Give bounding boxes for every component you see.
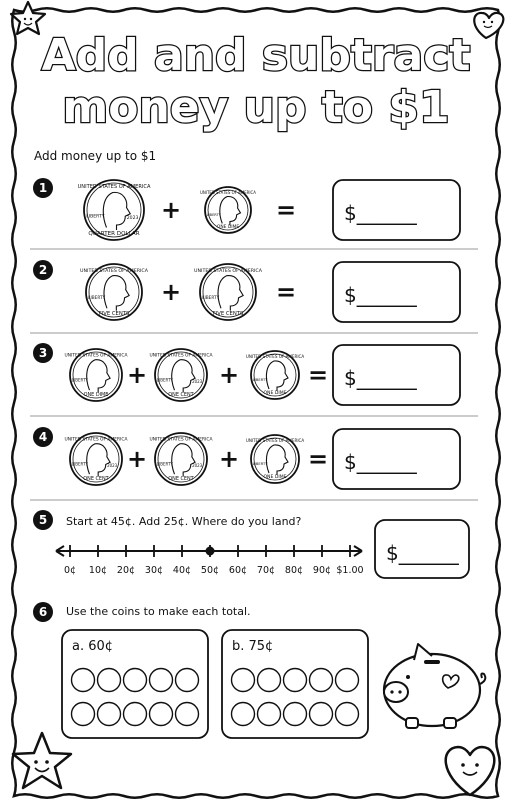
number-line-label: 20¢ <box>116 565 136 576</box>
coin-top-text: UNITED STATES OF AMERICA <box>149 437 213 443</box>
problem-6-prompt: Use the coins to make each total. <box>66 605 251 618</box>
number-line-label: $1.00 <box>336 565 364 576</box>
coin-bottom-text: FIVE CENTS <box>212 311 244 317</box>
coin-left-text: LIBERTY <box>156 377 173 383</box>
coin-bottom-text: ONE DIME <box>216 225 240 230</box>
star-icon-top-left <box>11 2 45 34</box>
empty-coin-circle[interactable] <box>284 703 307 726</box>
problem-row <box>30 427 478 500</box>
coin-boxes <box>62 630 368 738</box>
coin-left-text: LIBERTY <box>86 214 105 220</box>
coin-icon <box>149 433 212 485</box>
coin-icon <box>64 349 127 401</box>
answer-blank: $______ <box>386 541 459 565</box>
plus-sign: + <box>218 361 240 389</box>
coin-left-text: LIBERTY <box>206 212 221 217</box>
coin-bottom-text: ONE CENT <box>168 392 194 398</box>
equals-sign: = <box>275 278 297 306</box>
coin-top-text: UNITED STATES OF AMERICA <box>80 268 148 274</box>
coin-right-text: 2023 <box>192 378 203 384</box>
empty-coin-circle[interactable] <box>232 669 255 692</box>
empty-coin-circle[interactable] <box>176 703 199 726</box>
answer-blank: $______ <box>344 450 417 474</box>
number-line-point <box>206 547 215 556</box>
problem-number: 6 <box>38 605 48 619</box>
coin-top-text: UNITED STATES OF AMERICA <box>149 353 213 359</box>
empty-coin-circle[interactable] <box>124 669 147 692</box>
problem-number: 2 <box>38 263 48 277</box>
empty-coin-circle[interactable] <box>310 669 333 692</box>
empty-coin-circle[interactable] <box>258 669 281 692</box>
problem-number: 1 <box>38 181 48 195</box>
coin-icon <box>246 435 305 483</box>
coin-left-text: LIBERTY <box>252 462 268 466</box>
star-icon-bottom-left <box>13 733 71 788</box>
heart-icon-bottom-right <box>446 747 495 795</box>
number-line-label: 50¢ <box>200 565 220 576</box>
empty-coin-circle[interactable] <box>176 669 199 692</box>
problem-row <box>30 260 478 333</box>
problem-5 <box>33 510 469 578</box>
coin-icon <box>246 351 305 399</box>
coin-top-text: UNITED STATES OF AMERICA <box>245 354 305 360</box>
plus-sign: + <box>160 196 182 224</box>
problem-number: 5 <box>38 513 48 527</box>
coin-bottom-text: ONE DIME <box>263 475 287 480</box>
problem-number: 3 <box>38 346 48 360</box>
coin-icon <box>149 349 212 401</box>
plus-sign: + <box>160 278 182 306</box>
coin-top-text: UNITED STATES OF AMERICA <box>64 353 128 359</box>
empty-coin-circle[interactable] <box>258 703 281 726</box>
coin-bottom-text: ONE CENT <box>168 476 194 482</box>
coin-top-text: UNITED STATES OF AMERICA <box>200 189 256 195</box>
empty-coin-circle[interactable] <box>336 669 359 692</box>
number-line-label: 40¢ <box>172 565 192 576</box>
coin-top-text: UNITED STATES OF AMERICA <box>77 184 151 191</box>
coin-box <box>62 630 208 738</box>
equals-sign: = <box>307 361 329 389</box>
answer-blank: $______ <box>344 201 417 225</box>
heart-icon-top-right <box>474 13 503 38</box>
empty-coin-circle[interactable] <box>310 703 333 726</box>
answer-blank: $______ <box>344 283 417 307</box>
coin-left-text: LIBERTY <box>88 296 106 301</box>
coin-top-text: UNITED STATES OF AMERICA <box>194 268 262 274</box>
number-line-label: 30¢ <box>144 565 164 576</box>
coin-left-text: LIBERTY <box>71 377 88 383</box>
empty-coin-circle[interactable] <box>232 703 255 726</box>
number-line <box>56 545 364 576</box>
number-line-label: 60¢ <box>228 565 248 576</box>
coin-bottom-text: ONE DIME <box>83 392 109 398</box>
empty-coin-circle[interactable] <box>98 669 121 692</box>
piggy-bank-icon <box>384 644 485 728</box>
problem-6 <box>33 602 368 738</box>
coin-left-text: LIBERTY <box>202 296 220 301</box>
coin-icon <box>78 180 151 240</box>
coin-icon <box>64 433 127 485</box>
plus-sign: + <box>126 361 148 389</box>
equals-sign: = <box>307 445 329 473</box>
coin-box-label: b. 75¢ <box>232 639 274 654</box>
coin-bottom-text: QUARTER DOLLAR <box>88 231 140 237</box>
empty-coin-circle[interactable] <box>150 703 173 726</box>
empty-coin-circle[interactable] <box>150 669 173 692</box>
coin-top-text: UNITED STATES OF AMERICA <box>64 437 128 443</box>
coin-left-text: LIBERTY <box>71 461 88 467</box>
coin-icon <box>194 264 263 320</box>
empty-coin-circle[interactable] <box>124 703 147 726</box>
plus-sign: + <box>218 445 240 473</box>
empty-coin-circle[interactable] <box>72 703 95 726</box>
coin-icon <box>200 187 256 233</box>
coin-right-text: 2023 <box>192 462 203 468</box>
empty-coin-circle[interactable] <box>98 703 121 726</box>
empty-coin-circle[interactable] <box>72 669 95 692</box>
coin-bottom-text: ONE CENT <box>83 476 109 482</box>
number-line-label: 80¢ <box>284 565 304 576</box>
number-line-label: 10¢ <box>88 565 108 576</box>
coin-box-label: a. 60¢ <box>72 639 114 654</box>
number-line-label: 0¢ <box>63 565 77 576</box>
equals-sign: = <box>275 196 297 224</box>
problem-number: 4 <box>38 430 48 444</box>
number-line-label: 90¢ <box>312 565 332 576</box>
empty-coin-circle[interactable] <box>284 669 307 692</box>
title-line-1: Add and subtract <box>41 30 471 81</box>
problem-rows <box>30 178 478 500</box>
coin-bottom-text: FIVE CENTS <box>98 311 130 317</box>
section-label: Add money up to $1 <box>34 149 157 163</box>
empty-coin-circle[interactable] <box>336 703 359 726</box>
coin-left-text: LIBERTY <box>156 461 173 467</box>
number-line-label: 70¢ <box>256 565 276 576</box>
coin-box <box>222 630 368 738</box>
problem-5-prompt: Start at 45¢. Add 25¢. Where do you land? <box>66 515 302 528</box>
coin-right-text: 2023 <box>107 462 118 468</box>
coin-bottom-text: ONE DIME <box>263 391 287 396</box>
problem-row <box>30 178 478 249</box>
answer-blank: $______ <box>344 366 417 390</box>
coin-icon <box>80 264 149 320</box>
coin-top-text: UNITED STATES OF AMERICA <box>245 438 305 444</box>
title-line-2: money up to $1 <box>62 82 450 133</box>
coin-right-text: 2023 <box>126 216 139 221</box>
plus-sign: + <box>126 445 148 473</box>
coin-left-text: LIBERTY <box>252 378 268 382</box>
problem-row <box>30 343 478 416</box>
